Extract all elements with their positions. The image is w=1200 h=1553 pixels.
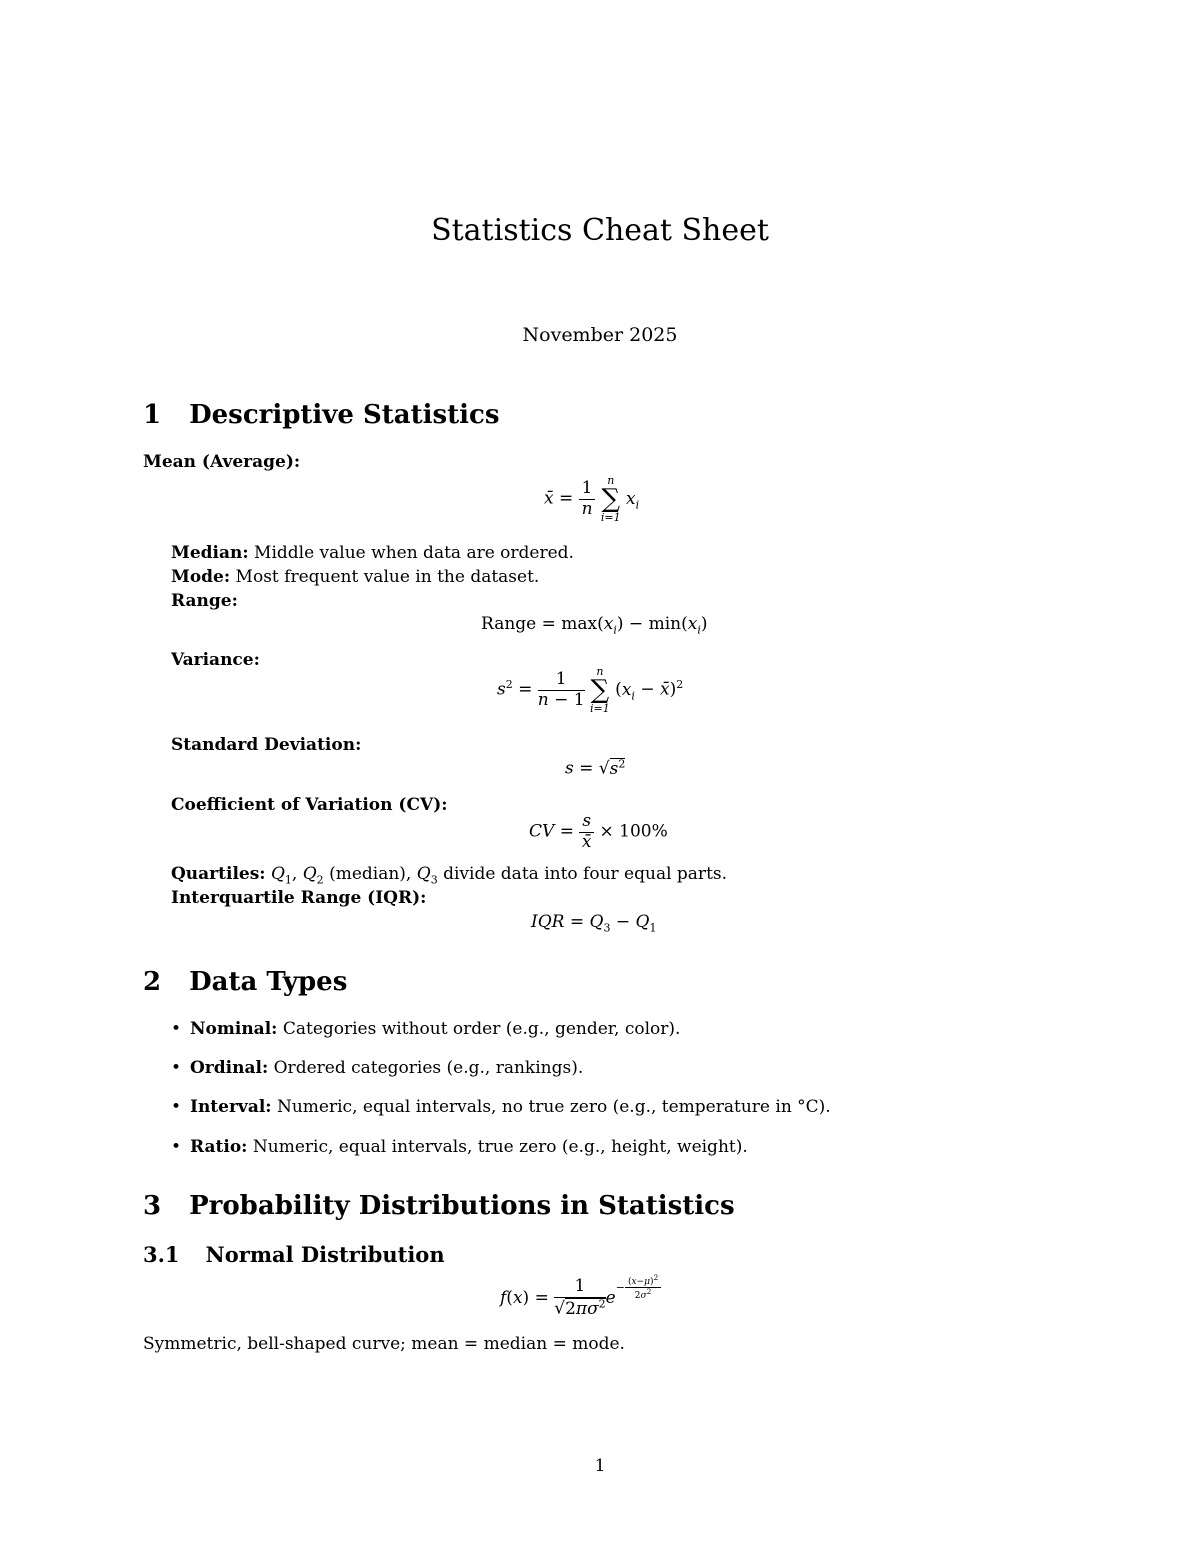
mode-text: Most frequent value in the dataset. [235,567,540,587]
section-heading-probability-distributions [143,1191,735,1221]
subsection-heading-normal-distribution [143,1242,445,1267]
list-item: • Ratio: Numeric, equal intervals, true zero (e.g., height, weight). [171,1137,748,1157]
section-title: Probability Distributions in Statistics [189,1191,735,1221]
section-number: 2 [143,967,162,997]
iqr-formula: IQR = $Q_3 - Q_1$ [531,912,657,935]
document-title: Statistics Cheat Sheet [431,213,769,248]
quartiles-label: Quartiles: [171,864,266,884]
quartiles-line: Quartiles: $Q_1$, $Q_2$ (median), $Q_3$ divide data into four equal parts. [171,864,728,887]
subsection-number: 3.1 [143,1242,180,1267]
section-heading-data-types [143,967,347,997]
section-title: Descriptive Statistics [189,400,500,430]
mode-line [171,567,539,587]
sd-label: Standard Deviation: [171,735,362,755]
iqr-label: Interquartile Range (IQR): [171,888,427,908]
median-line [171,543,574,563]
document-date: November 2025 [522,324,678,346]
section-number: 3 [143,1191,162,1221]
list-item: • Nominal: Categories without order (e.g., gender, color). [171,1019,681,1039]
mean-label: Mean (Average): [143,452,301,472]
normal-description: Symmetric, bell-shaped curve; mean = median = mode. [143,1334,625,1354]
page-number: 1 [594,1456,606,1476]
sd-formula: $s = √s^2$ [565,757,626,779]
range-formula: Range = $\max(x_i) - \min(x_i)$ [481,614,708,637]
cv-formula: CV = $\frac{s}{x̄}$ × 100% [529,811,668,852]
section-heading-descriptive-statistics [143,400,500,430]
list-item: • Ordinal: Ordered categories (e.g., rankings). [171,1058,584,1078]
mean-formula: x̄ = $\frac{1}{n}$ n ∑ i=1 $x_i$ [544,474,640,524]
median-label: Median: [171,543,249,563]
median-text: Middle value when data are ordered. [254,543,574,563]
normal-pdf-formula: f(x) = $\frac{1}{√2\pi\sigma^2}$ $e^{- \frac{(x-\mu)^2}{2\sigma^2}}$ [500,1274,661,1319]
variance-label: Variance: [171,650,260,670]
section-number: 1 [143,400,162,430]
mode-label: Mode: [171,567,231,587]
section-title: Data Types [189,967,348,997]
cv-label: Coefficient of Variation (CV): [171,795,448,815]
range-label: Range: [171,591,238,611]
subsection-title: Normal Distribution [205,1242,445,1267]
variance-formula: $s^2$ = $\frac{1}{n - 1}$ n ∑ i=1 ($x_i$ − x̄)$^2$ [497,665,684,715]
list-item: • Interval: Numeric, equal intervals, no true zero (e.g., temperature in °C). [171,1097,831,1117]
